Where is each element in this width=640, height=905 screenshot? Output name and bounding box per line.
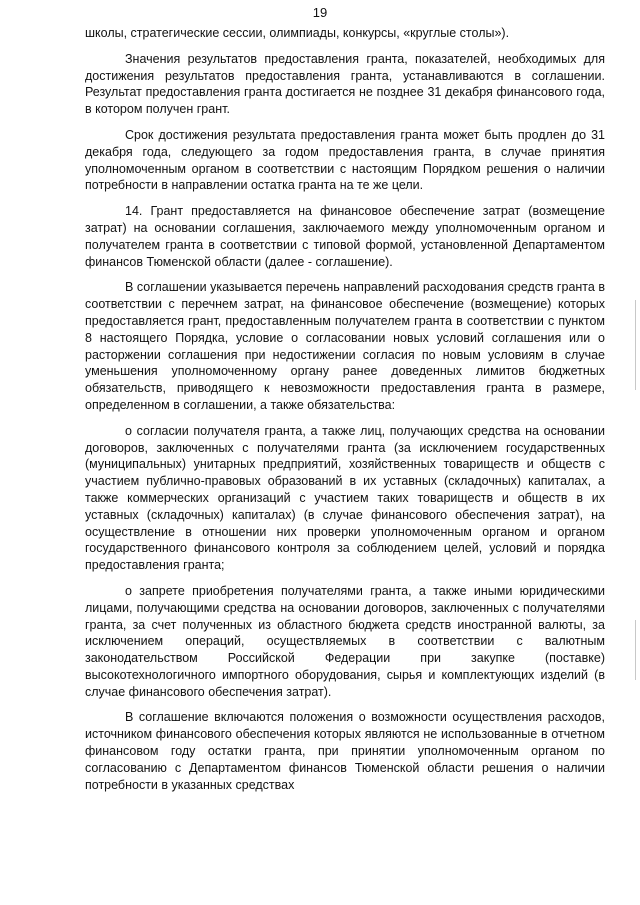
document-body xyxy=(85,25,605,802)
paragraph-currency-prohibition: о запрете приобретения получателями гранта, а также иными юридическими лицами, получающими средства на основании договоров, заключенных с получателями гранта, за счет полученных из областного бюджета средств иностранной валюты, за исключением операций, осуществляемых в соответствии с валютным законодательством Российской Федерации при закупке (поставке) высокотехнологичного импортного оборудования, сырья и комплектующих изделий (в случае финансового обеспечения затрат). xyxy=(85,583,605,699)
paragraph-consent-obligation: о согласии получателя гранта, а также лиц, получающих средства на основании договоров, заключенных с получателями гранта (за исключением государственных (муниципальных) унитарных предприятий, хозяйственных товариществ и обществ с участием публично-правовых образований в их уставных (складочных) капиталах, а также коммерческих организаций с участием таких товариществ и обществ в их уставных (складочных) капиталах) (в случае финансового обеспечения затрат), на осуществление в отношении них проверки уполномоченным органом и органом государственного финансового контроля за соблюдением целей, условий и порядка предоставления гранта; xyxy=(85,423,605,573)
paragraph-deadline-extension: Срок достижения результата предоставления гранта может быть продлен до 31 декабря года, следующего за годом предоставления гранта, в случае принятия уполномоченным органом в соответствии с настоящим Порядком решения о наличии потребности в направлении остатка гранта на те же цели. xyxy=(85,127,605,193)
scan-edge-mark xyxy=(635,300,636,390)
page-number: 19 xyxy=(312,5,328,20)
paragraph-unused-balances: В соглашение включаются положения о возможности осуществления расходов, источником финансового обеспечения которых являются не использованные в отчетном финансовом году остатки гранта, при принятии уполномоченным органом по согласованию с Департаментом финансов Тюменской области решения о наличии потребности в указанных средствах xyxy=(85,710,605,792)
paragraph-grant-results: Значения результатов предоставления гранта, показателей, необходимых для достижения результатов предоставления гранта, устанавливаются в соглашении. Результат предоставления гранта достигается не позднее 31 декабря финансового года, в котором получен грант. xyxy=(85,51,605,117)
paragraph-continuation: школы, стратегические сессии, олимпиады, конкурсы, «круглые столы»). xyxy=(85,26,510,40)
scan-edge-mark xyxy=(635,620,636,680)
paragraph-agreement-contents: В соглашении указывается перечень направлений расходования средств гранта в соответствии с перечнем затрат, на финансовое обеспечение (возмещение) которых предоставляется грант, предоставленным получателем гранта в соответствии с пунктом 8 настоящего Порядка, условие о согласовании новых условий соглашения или о расторжении соглашения при недостижении согласия по новым условиям в случае уменьшения уполномоченному органу ранее доведенных лимитов бюджетных обязательств, приводящего к невозможности предоставления гранта в размере, определенном в соглашении, а также обязательства: xyxy=(85,280,605,412)
paragraph-clause-14: 14. Грант предоставляется на финансовое обеспечение затрат (возмещение затрат) на основании соглашения, заключаемого между уполномоченным органом и получателем гранта в соответствии с типовой формой, установленной Департаментом финансов Тюменской области (далее - соглашение). xyxy=(85,204,605,269)
